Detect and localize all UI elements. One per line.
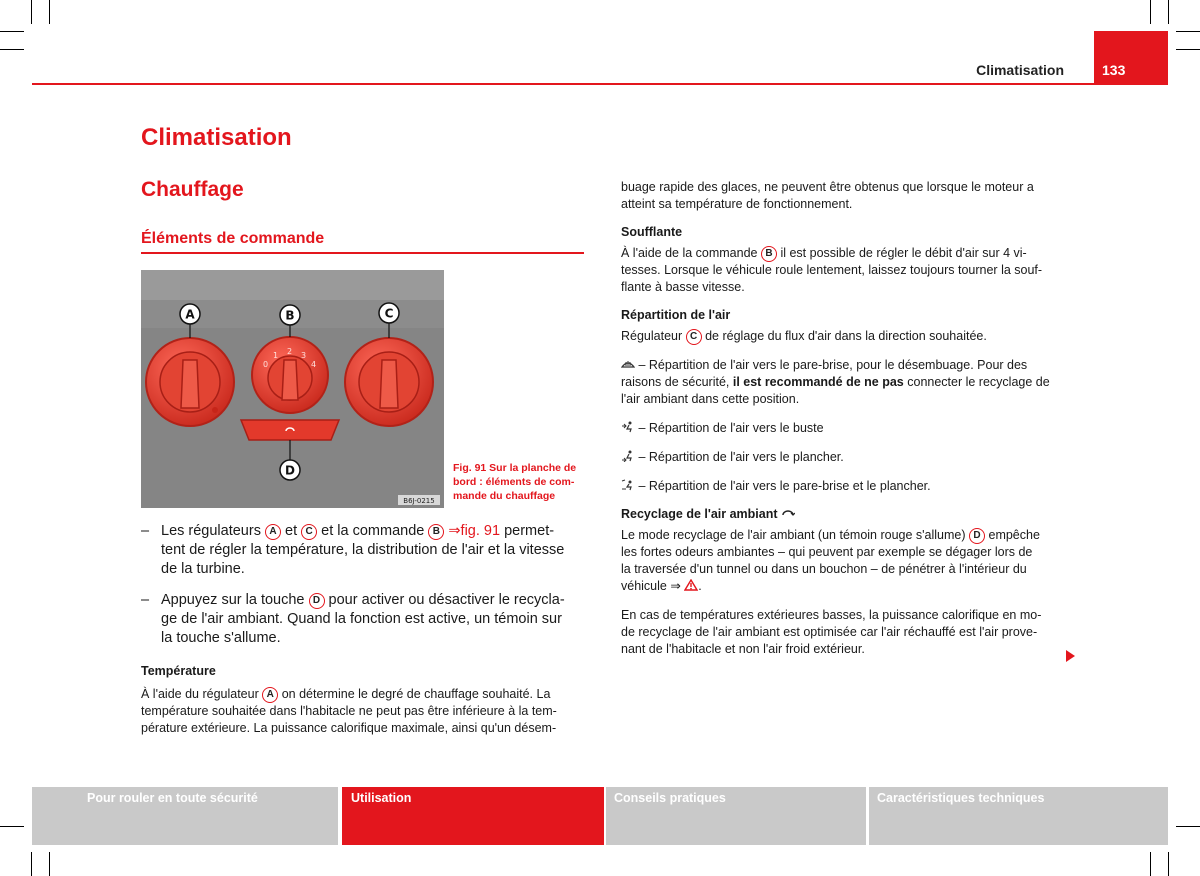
text-line: flante à basse vitesse. xyxy=(621,280,745,294)
recyclage-paragraph-2 xyxy=(621,607,1066,658)
soufflante-paragraph xyxy=(621,245,1066,296)
text-line: l'air ambiant dans cette position. xyxy=(621,392,800,406)
crop-mark xyxy=(0,826,24,827)
fan-scale-1: 1 xyxy=(273,351,279,360)
figure-code: B6J-0215 xyxy=(403,497,435,505)
ref-circle-d: D xyxy=(969,528,985,544)
repartition-item-floor xyxy=(621,449,1066,466)
crop-mark xyxy=(49,852,50,876)
header-rule xyxy=(32,83,1168,85)
tab-label: Caractéristiques techniques xyxy=(877,791,1045,805)
chapter-title: Climatisation xyxy=(141,124,292,151)
figure-caption-line: bord : éléments de com- xyxy=(453,476,575,488)
recyclage-heading xyxy=(621,507,1066,521)
running-header-title: Climatisation xyxy=(976,62,1064,78)
text-run: connecter le recyclage de xyxy=(903,375,1050,389)
figure-link[interactable]: ⇒fig. 91 xyxy=(444,523,501,539)
subsection-title: Éléments de commande xyxy=(141,230,325,247)
list-item xyxy=(141,522,581,579)
text-run: À l'aide du régulateur xyxy=(141,687,263,701)
repartition-paragraph xyxy=(621,328,1066,345)
ref-circle-b: B xyxy=(428,524,444,540)
temperature-paragraph xyxy=(141,686,581,737)
text-line: la touche s'allume. xyxy=(161,630,281,646)
text-line: température souhaitée dans l'habitacle ne peut pas être inférieure à la tem- xyxy=(141,704,557,718)
repartition-item-windshield-floor xyxy=(621,478,1066,495)
text-line: tesses. Lorsque le véhicule roule lentement, laissez toujours tourner la souf- xyxy=(621,263,1043,277)
fan-scale-3: 3 xyxy=(301,351,307,360)
recirculation-icon xyxy=(781,507,795,519)
callout-d-label: D xyxy=(285,463,295,478)
list-item xyxy=(141,591,581,648)
tab-label: Pour rouler en toute sécurité xyxy=(87,791,258,805)
text-run: – Répartition de l'air vers le buste xyxy=(635,421,824,435)
text-run: Le mode recyclage de l'air ambiant (un témoin rouge s'allume) xyxy=(621,528,970,542)
text-run: – Répartition de l'air vers le pare-brise et le plancher. xyxy=(635,479,931,493)
text-run: raisons de sécurité, xyxy=(621,375,733,389)
repartition-item-upper xyxy=(621,420,1066,437)
crop-mark xyxy=(31,0,32,24)
text-run: on détermine le degré de chauffage souhaité. La xyxy=(278,687,551,701)
section-title: Chauffage xyxy=(141,178,244,201)
ref-circle-a: A xyxy=(265,524,281,540)
text-line: tent de régler la température, la distribution de l'air et la vitesse xyxy=(161,542,565,558)
callout-a-label: A xyxy=(185,307,195,322)
text-run: Régulateur xyxy=(621,329,686,343)
ref-circle-c: C xyxy=(301,524,317,540)
text-line: nant de l'habitacle et non l'air froid extérieur. xyxy=(621,642,865,656)
crop-mark xyxy=(1150,852,1151,876)
repartition-heading: Répartition de l'air xyxy=(621,308,731,322)
tab-conseils-pratiques[interactable] xyxy=(606,787,866,845)
list-dash: – xyxy=(141,523,150,539)
crop-mark xyxy=(1176,49,1200,50)
text-run: permet- xyxy=(500,523,555,539)
tab-utilisation[interactable] xyxy=(342,787,604,845)
text-run: empêche xyxy=(985,528,1040,542)
crop-mark xyxy=(1168,852,1169,876)
text-run: pour activer ou désactiver le recycla- xyxy=(324,592,565,608)
heating-controls-figure xyxy=(141,270,444,508)
recyclage-heading-text: Recyclage de l'air ambiant xyxy=(621,507,778,521)
text-run: il est possible de régler le débit d'air sur 4 vi- xyxy=(776,246,1027,260)
figure-caption-line: mande du chauffage xyxy=(453,490,556,502)
fan-scale-4: 4 xyxy=(311,360,317,369)
tab-label: Utilisation xyxy=(351,791,412,805)
crop-mark xyxy=(0,31,24,32)
figure-caption xyxy=(453,461,588,503)
text-line: En cas de températures extérieures basses, la puissance calorifique en mo- xyxy=(621,608,1042,622)
crop-mark xyxy=(1176,826,1200,827)
temperature-section xyxy=(141,664,581,737)
ref-circle-d: D xyxy=(309,593,325,609)
footer-tabs xyxy=(32,787,1168,845)
callout-b-label: B xyxy=(285,308,295,323)
tab-caracteristiques-techniques[interactable] xyxy=(869,787,1168,845)
text-run: véhicule ⇒ xyxy=(621,579,685,593)
text-run: – Répartition de l'air vers le pare-brise, pour le désembuage. Pour des xyxy=(635,358,1028,372)
figure-caption-line: Fig. 91 Sur la planche de xyxy=(453,462,577,474)
vent-upper-icon xyxy=(621,421,635,433)
text-line: ge de l'air ambiant. Quand la fonction est active, un témoin sur xyxy=(161,611,562,627)
text-run: et la commande xyxy=(317,523,429,539)
subsection-rule xyxy=(141,252,584,254)
crop-mark xyxy=(0,49,24,50)
vent-floor-icon xyxy=(621,450,635,462)
crop-mark xyxy=(1176,31,1200,32)
text-line: atteint sa température de fonctionnement. xyxy=(621,197,853,211)
crop-mark xyxy=(1168,0,1169,24)
text-run: – Répartition de l'air vers le plancher. xyxy=(635,450,844,464)
crop-mark xyxy=(49,0,50,24)
text-run: Les régulateurs xyxy=(161,523,265,539)
ref-circle-b: B xyxy=(761,246,777,262)
fan-scale-0: 0 xyxy=(263,360,269,369)
text-line: pérature extérieure. La puissance calorifique maximale, ainsi qu'un désem- xyxy=(141,721,557,735)
text-line: de la turbine. xyxy=(161,561,245,577)
ref-circle-a: A xyxy=(262,687,278,703)
text-run: À l'aide de la commande xyxy=(621,246,761,260)
right-column xyxy=(621,179,1066,658)
tab-label: Conseils pratiques xyxy=(614,791,726,805)
callout-c-label: C xyxy=(384,306,394,321)
vent-windshield-floor-icon xyxy=(621,479,635,491)
recirculation-button xyxy=(241,420,339,440)
emphasis-text: il est recommandé de ne pas xyxy=(732,375,904,389)
text-run: de réglage du flux d'air dans la direction souhaitée. xyxy=(701,329,987,343)
text-line: les fortes odeurs ambiantes – qui peuvent par exemple se dégager lors de xyxy=(621,545,1033,559)
heating-controls-illustration xyxy=(141,270,444,508)
defrost-icon xyxy=(621,358,635,370)
page-number: 133 xyxy=(1102,62,1126,78)
text-line: buage rapide des glaces, ne peuvent être obtenus que lorsque le moteur a xyxy=(621,180,1034,194)
recyclage-paragraph xyxy=(621,527,1066,595)
continued-paragraph xyxy=(621,179,1066,213)
text-line: de recyclage de l'air ambiant est optimisée car l'air réchauffé est l'air prove- xyxy=(621,625,1038,639)
text-run: et xyxy=(280,523,302,539)
instruction-list xyxy=(141,522,581,660)
ref-circle-c: C xyxy=(686,329,702,345)
list-dash: – xyxy=(141,592,150,608)
crop-mark xyxy=(31,852,32,876)
text-run: Appuyez sur la touche xyxy=(161,592,309,608)
warning-triangle-icon[interactable] xyxy=(684,579,698,591)
crop-mark xyxy=(1150,0,1151,24)
text-line: la traversée d'un tunnel ou dans un bouchon – de pénétrer à l'intérieur du xyxy=(621,562,1027,576)
soufflante-heading: Soufflante xyxy=(621,225,683,239)
next-page-arrow-icon[interactable] xyxy=(1066,650,1075,662)
tab-pour-rouler-en-toute-securite[interactable] xyxy=(32,787,338,845)
text-run: . xyxy=(698,579,702,593)
fan-scale-2: 2 xyxy=(287,347,293,356)
temperature-heading: Température xyxy=(141,664,216,678)
repartition-item-defrost xyxy=(621,357,1066,408)
